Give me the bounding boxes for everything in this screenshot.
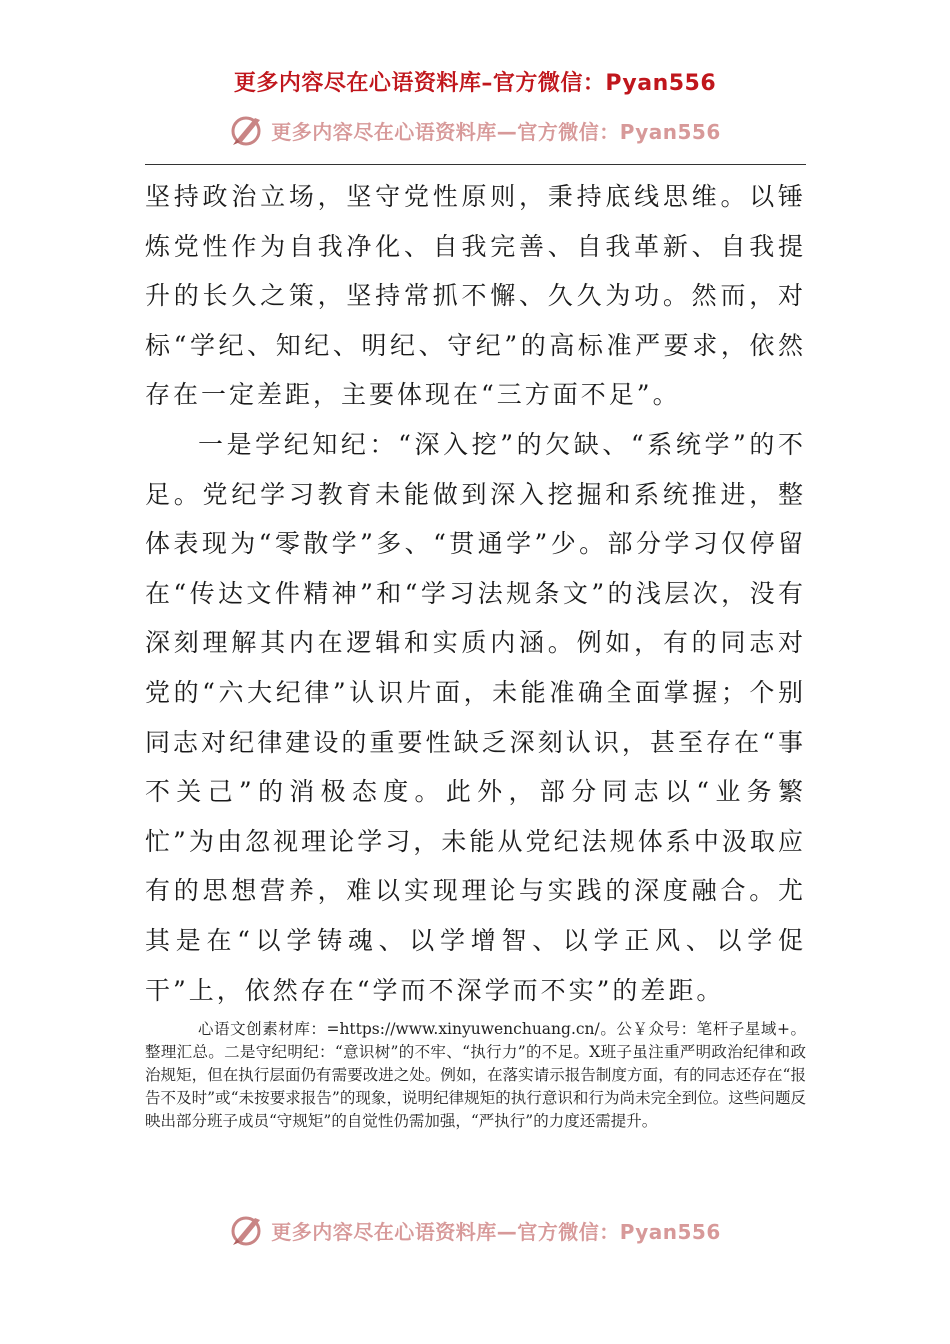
footer-watermark (0, 1210, 950, 1250)
main-body (145, 172, 806, 1015)
header-watermark (0, 110, 950, 150)
header-watermark-text: 更多内容尽在心语资料库—官方微信：Pyan556 (271, 119, 721, 144)
pen-logo-icon (229, 1212, 265, 1248)
paragraph-2: 一是学纪知纪：“深入挖”的欠缺、“系统学”的不足。党纪学习教育未能做到深入挖掘和系统推进，整体表现为“零散学”多、“贯通学”少。部分学习仅停留在“传达文件精神”和“学习法规条文”的浅层次，没有深刻理解其内在逻辑和实质内涵。例如，有的同志对党的“六大纪律”认识片面，未能准确全面掌握；个别同志对纪律建设的重要性缺乏深刻认识，甚至存在“事不关己”的消极态度。此外，部分同志以“业务繁忙”为由忽视理论学习，未能从党纪法规体系中汲取应有的思想营养，难以实现理论与实践的深度融合。尤其是在“以学铸魂、以学增智、以学正风、以学促干”上，依然存在“学而不深学而不实”的差距。 (145, 429, 806, 1005)
pen-logo-icon (229, 112, 265, 148)
footer-watermark-text: 更多内容尽在心语资料库—官方微信：Pyan556 (271, 1219, 721, 1244)
header-divider (145, 164, 806, 165)
paragraph-1: 坚持政治立场，坚守党性原则，秉持底线思维。以锤炼党性作为自我净化、自我完善、自我革新、自我提升的长久之策，坚持常抓不懈、久久为功。然而，对标“学纪、知纪、明纪、守纪”的高标准严要求，依然存在一定差距，主要体现在“三方面不足”。 (145, 182, 806, 410)
small-paragraph: 心语文创素材库：=https://www.xinyuwenchuang.cn/。公￥众号：笔杆子星域+。整理汇总。二是守纪明纪：“意识树”的不牢、“执行力”的不足。X班子虽注重严明政治纪律和政治规矩，但在执行层面仍有需要改进之处。例如，在落实请示报告制度方面，有的同志还存在“报告不及时”或“未按要求报告”的现象，说明纪律规矩的执行意识和行为尚未完全到位。这些问题反映出部分班子成员“守规矩”的自觉性仍需加强，“严执行”的力度还需提升。 (145, 1020, 806, 1130)
top-banner: 更多内容尽在心语资料库–官方微信：Pyan556 (233, 71, 717, 96)
small-note (145, 1018, 806, 1133)
